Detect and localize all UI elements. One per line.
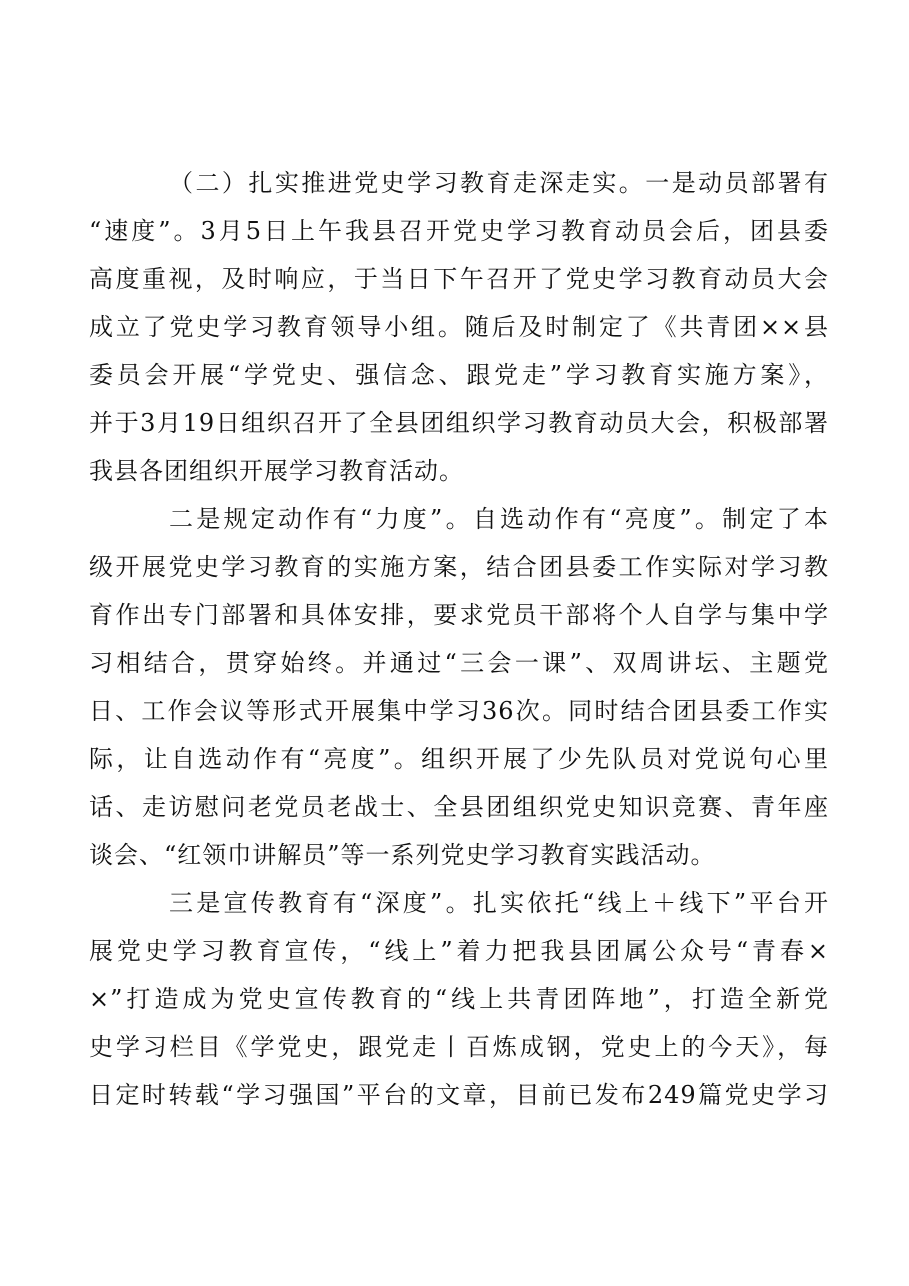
paragraph-publicity (89, 879, 829, 1119)
text-line: 习相结合，贯穿始终。并通过“三会一课”、双周讲坛、主题党 (89, 649, 829, 677)
text-line: 展党史学习教育宣传，“线上”着力把我县团属公众号“青春× (89, 937, 829, 965)
text-line: 育作出专门部署和具体安排，要求党员干部将个人自学与集中学 (89, 601, 829, 629)
text-line: 谈会、“红领巾讲解员”等一系列党史学习教育实践活动。 (89, 841, 716, 869)
text-line: 史学习栏目《学党史，跟党走丨百炼成钢，党史上的今天》，每 (89, 1033, 829, 1061)
text-line: 级开展党史学习教育的实施方案，结合团县委工作实际对学习教 (89, 553, 829, 581)
text-line: ×”打造成为党史宣传教育的“线上共青团阵地”，打造全新党 (89, 985, 829, 1013)
text-line: 际，让自选动作有“亮度”。组织开展了少先队员对党说句心里 (89, 745, 829, 773)
text-line: 二是规定动作有“力度”。自选动作有“亮度”。制定了本 (169, 505, 829, 533)
text-line: 委员会开展“学党史、强信念、跟党走”学习教育实施方案》， (89, 361, 829, 389)
paragraph-actions (89, 495, 829, 879)
text-line: （二）扎实推进党史学习教育走深走实。一是动员部署有 (169, 169, 829, 197)
paragraph-mobilization (89, 159, 829, 495)
text-line: 日、工作会议等形式开展集中学习36次。同时结合团县委工作实 (89, 697, 829, 725)
text-line: 并于3月19日组织召开了全县团组织学习教育动员大会，积极部署 (89, 409, 829, 437)
text-line: 我县各团组织开展学习教育活动。 (89, 457, 464, 485)
text-line: 日定时转载“学习强国”平台的文章，目前已发布249篇党史学习 (89, 1081, 829, 1109)
text-line: “速度”。3月5日上午我县召开党史学习教育动员会后，团县委 (89, 217, 829, 245)
document-body (89, 159, 829, 1119)
text-line: 成立了党史学习教育领导小组。随后及时制定了《共青团××县 (89, 313, 829, 341)
text-line: 三是宣传教育有“深度”。扎实依托“线上＋线下”平台开 (169, 889, 829, 917)
text-line: 高度重视，及时响应，于当日下午召开了党史学习教育动员大会 (89, 265, 829, 293)
text-line: 话、走访慰问老党员老战士、全县团组织党史知识竞赛、青年座 (89, 793, 829, 821)
